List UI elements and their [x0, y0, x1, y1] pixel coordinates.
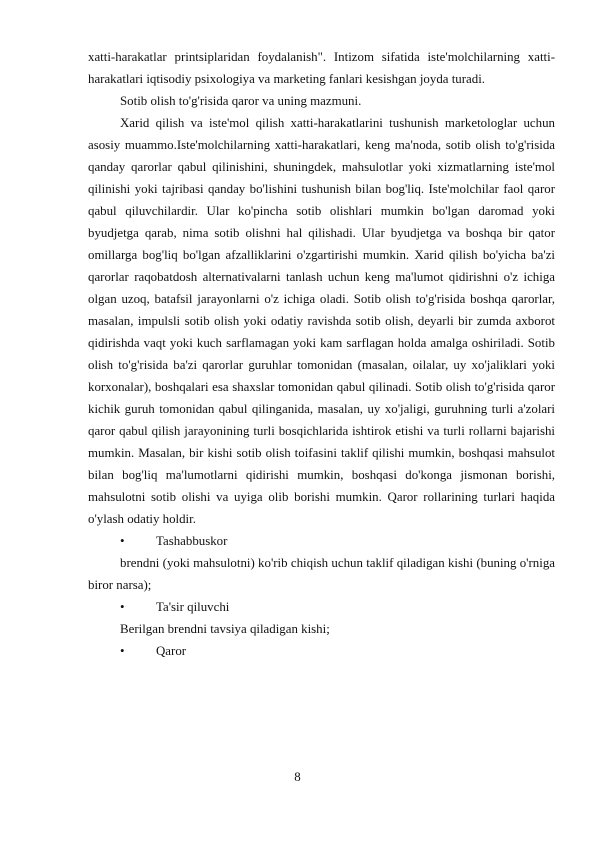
- bullet-label: Tashabbuskor: [156, 534, 228, 548]
- bullet-marker: •: [120, 600, 125, 614]
- bullet-description: brendni (yoki mahsulotni) ko'rib chiqish uchun taklif qiladigan kishi (buning o'rniga biror narsa);: [88, 556, 555, 592]
- bullet-label: Qaror: [156, 644, 187, 658]
- page-number: 8: [294, 770, 301, 784]
- bullet-marker: •: [120, 644, 125, 658]
- section-heading: Sotib olish to'g'risida qaror va uning mazmuni.: [120, 94, 362, 108]
- bullet-description: Berilgan brendni tavsiya qiladigan kishi;: [120, 622, 330, 636]
- paragraph-body: Xarid qilish va iste'mol qilish xatti-harakatlarini tushunish marketologlar uchun asosiy muammo.Iste'molchilarning xatti-harakatlari, keng ma'noda, sotib olish to'g'risida qanday qarorlar qabul qilinishini, shuningdek, mahsulotlar yoki xizmatlarning iste'mol qilinishi yoki tajribasi qanday bo'lishini tushunish bilan bog'liq. Iste'molchilar faol qaror qabul qiluvchilardir. Ular ko'pincha sotib olishlari mumkin bo'lgan daromad yoki byudjetga qarab, nima sotib olishni hal qilishadi. Ular byudjetga va boshqa bir qator omillarga bog'liq bo'lgan afzalliklarini o'zgartirishi mumkin. Xarid qilish bo'yicha ba'zi qarorlar raqobatdosh alternativalarni tanlash uchun keng ma'lumot qidirishni o'z ichiga olgan uzoq, batafsil jarayonlarni o'z ichiga oladi. Sotib olish to'g'risida boshqa qarorlar, masalan, impulsli sotib olish yoki odatiy ravishda sotib olish, deyarli bir zumda axborot qidirishda vaqt yoki kuch sarflamagan yoki kam sarflagan holda amalga oshiriladi. Sotib olish to'g'risida ba'zi qarorlar guruhlar tomonidan (masalan, oilalar, uy xo'jaliklari yoki korxonalar), boshqalari esa shaxslar tomonidan qabul qilinadi. Sotib olish to'g'risida qaror kichik guruh tomonidan qabul qilinganida, masalan, uy xo'jaligi, guruhning turli a'zolari qaror qabul qilish jarayonining turli bosqichlarida ishtirok etishi va turli rollarni bajarishi mumkin. Masalan, bir kishi sotib olish toifasini taklif qilishi mumkin, boshqasi mahsulot bilan bog'liq ma'lumotlarni qidirishi mumkin, boshqasi do'konga jismonan borishi, mahsulotni sotib olishi va uyiga olib borishi mumkin. Qaror rollarining turlari haqida o'ylash odatiy holdir.: [88, 116, 555, 526]
- bullet-marker: •: [120, 534, 125, 548]
- bullet-item-decider: [88, 640, 555, 662]
- bullet-item-influencer: [88, 596, 555, 618]
- bullet-label: Ta'sir qiluvchi: [156, 600, 230, 614]
- paragraph-continuation: xatti-harakatlar printsiplaridan foydalanish". Intizom sifatida iste'molchilarning xatti-harakatlari iqtisodiy psixologiya va marketing fanlari kesishgan joyda turadi.: [88, 50, 555, 86]
- bullet-item-initiator: [88, 530, 555, 552]
- document-page: [88, 46, 555, 662]
